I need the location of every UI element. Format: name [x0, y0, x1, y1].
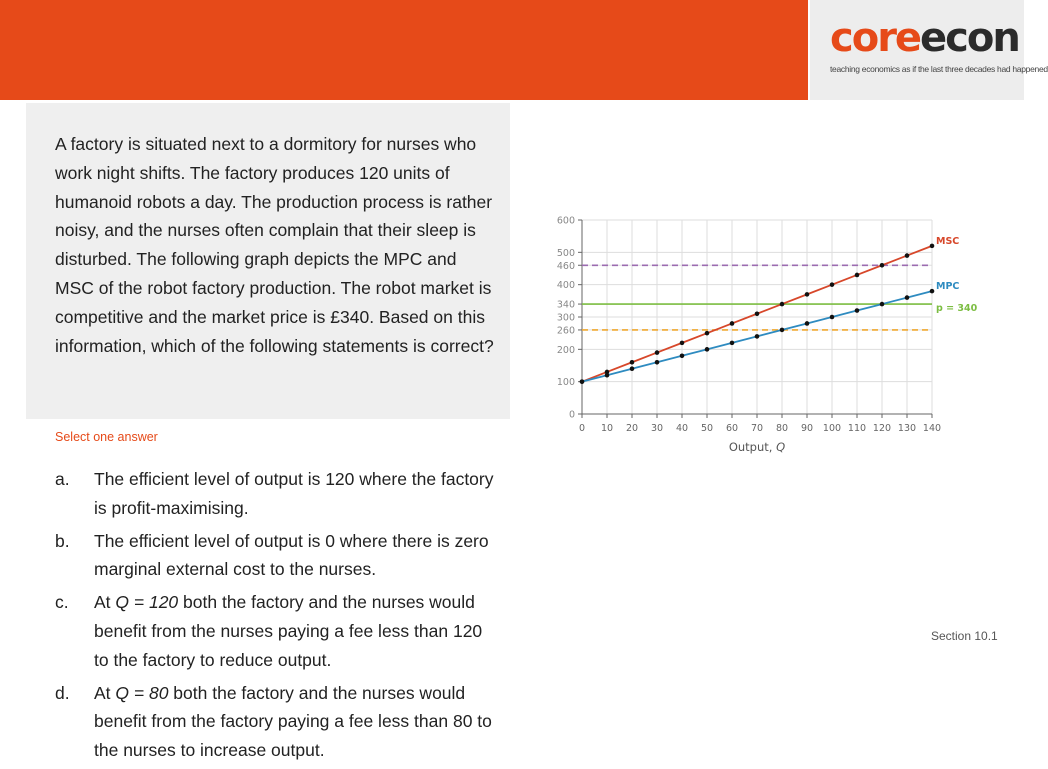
option-text: At — [94, 592, 116, 613]
x-tick-label: 130 — [897, 423, 917, 434]
data-point-mpc — [755, 334, 760, 339]
x-tick-label: 40 — [675, 423, 689, 434]
answer-option-d[interactable] — [55, 679, 495, 765]
option-letter: c. — [55, 592, 69, 613]
y-tick-label: 340 — [556, 299, 575, 311]
x-tick-label: 30 — [650, 423, 664, 434]
data-point-msc — [905, 253, 910, 258]
x-tick-label: 140 — [922, 423, 942, 434]
answer-option-c[interactable] — [55, 588, 495, 674]
logo-tagline: teaching economics as if the last three decades had happened — [830, 64, 1048, 74]
x-tick-label: 80 — [775, 423, 789, 434]
data-point-msc — [830, 282, 835, 287]
data-point-msc — [705, 331, 710, 336]
x-axis-title-variable: Q — [776, 440, 786, 454]
data-point-mpc — [605, 373, 610, 378]
option-text: At — [94, 682, 116, 703]
data-point-mpc — [905, 295, 910, 300]
y-tick-label: 0 — [568, 409, 575, 421]
x-tick-label: 50 — [700, 423, 714, 434]
data-point-mpc — [730, 341, 735, 346]
data-point-msc — [630, 360, 635, 365]
data-point-mpc — [780, 328, 785, 333]
question-panel — [26, 103, 510, 419]
y-tick-label: 460 — [556, 260, 575, 272]
x-tick-label: 60 — [725, 423, 739, 434]
logo-econ: econ — [920, 15, 1019, 61]
option-text: The efficient level of output is 0 where there is zero marginal external cost to the nurses. — [94, 530, 489, 580]
x-tick-label: 100 — [822, 423, 842, 434]
y-tick-label: 200 — [556, 344, 575, 356]
option-letter: b. — [55, 530, 70, 551]
answer-option-b[interactable] — [55, 527, 495, 585]
logo — [810, 0, 1048, 100]
y-tick-label: 100 — [556, 377, 575, 389]
option-letter: d. — [55, 682, 70, 703]
data-point-mpc — [930, 289, 935, 294]
data-point-msc — [680, 341, 685, 346]
data-point-mpc — [580, 379, 585, 384]
logo-core: core — [830, 15, 921, 61]
series-label-mpc: MPC — [936, 281, 960, 293]
select-one-label: Select one answer — [55, 430, 158, 444]
series-label-msc: MSC — [936, 235, 960, 247]
option-text: Q = 80 — [115, 682, 169, 703]
question-text: A factory is situated next to a dormitory for nurses who work night shifts. The factory produces 120 units of humanoid robots a day. The production process is rather noisy, and the nurses often complain that their sleep is disturbed. The following graph depicts the MPC and MSC of the robot factory production. The robot market is competitive and the market price is £340. Based on this information, which of the following statements is correct? — [55, 134, 494, 356]
x-tick-label: 90 — [800, 423, 814, 434]
x-tick-label: 70 — [750, 423, 764, 434]
option-letter: a. — [55, 469, 70, 489]
option-text: both the factory and the nurses would benefit from the factory paying a fee less than 80 to the nurses to increase output. — [94, 682, 492, 761]
header-bar — [0, 0, 808, 100]
x-tick-label: 0 — [578, 423, 586, 434]
data-point-mpc — [680, 354, 685, 359]
x-tick-label: 120 — [872, 423, 892, 434]
data-point-msc — [780, 302, 785, 307]
y-tick-label: 500 — [556, 247, 575, 259]
data-point-mpc — [830, 315, 835, 320]
section-reference: Section 10.1 — [931, 629, 998, 643]
data-point-msc — [855, 273, 860, 278]
data-point-mpc — [655, 360, 660, 365]
data-point-msc — [930, 244, 935, 249]
data-point-msc — [805, 292, 810, 297]
x-axis-title — [729, 440, 785, 454]
x-tick-label: 20 — [625, 423, 639, 434]
data-point-msc — [755, 311, 760, 316]
data-point-mpc — [805, 321, 810, 326]
data-point-msc — [655, 350, 660, 355]
data-point-mpc — [855, 308, 860, 313]
y-tick-label: 600 — [556, 215, 575, 227]
x-tick-label: 110 — [847, 423, 867, 434]
data-point-mpc — [880, 302, 885, 307]
logo-wordmark — [830, 14, 1019, 62]
data-point-msc — [880, 263, 885, 268]
cost-chart — [540, 210, 980, 460]
data-point-mpc — [705, 347, 710, 352]
answer-options — [55, 465, 495, 769]
option-text: both the factory and the nurses would benefit from the nurses paying a fee less than 120 to the factory to reduce output. — [94, 592, 483, 670]
y-tick-label: 400 — [556, 280, 575, 292]
option-text: The efficient level of output is 120 where the factory is profit-maximising. — [94, 469, 494, 518]
y-tick-label: 260 — [556, 325, 575, 337]
y-tick-label: 300 — [556, 312, 575, 324]
hline-label: p = 340 — [936, 303, 978, 315]
x-tick-label: 10 — [600, 423, 614, 434]
option-text: Q = 120 — [115, 592, 179, 613]
data-point-msc — [730, 321, 735, 326]
data-point-mpc — [630, 366, 635, 371]
x-axis-title-text: Output, — [728, 440, 777, 454]
answer-option-a[interactable] — [55, 465, 495, 523]
